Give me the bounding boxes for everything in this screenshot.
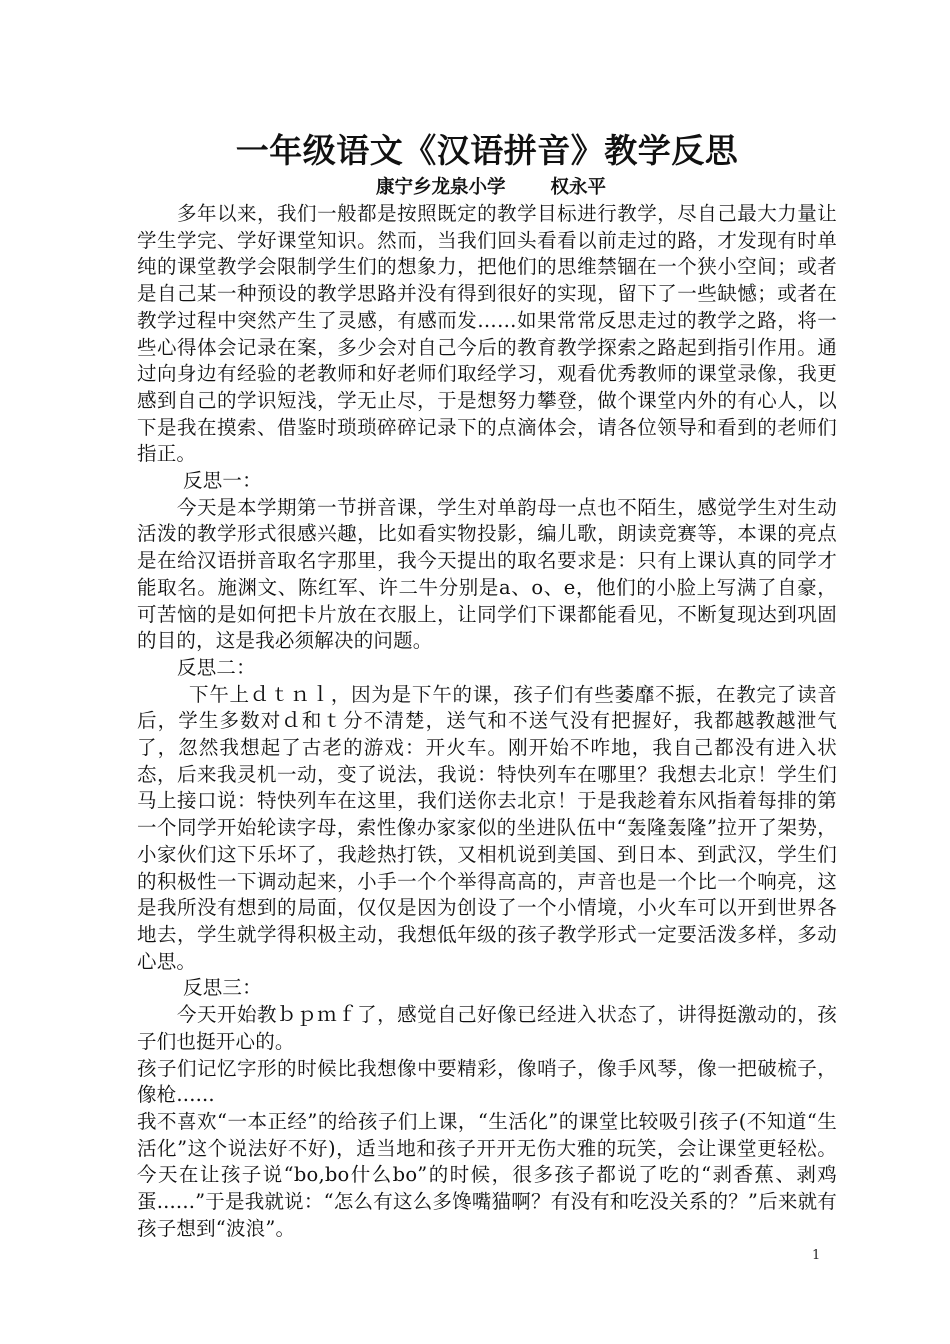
author-byline: 康宁乡龙泉小学 权永平: [375, 177, 607, 198]
reflection-1-paragraph: 今天是本学期第一节拼音课，学生对单韵母一点也不陌生，感觉学生对生动活泼的教学形式很感兴趣，比如看实物投影，编儿歌，朗读竞赛等，本课的亮点是在给汉语拼音取名字那里，我今天提出的取名要求是：只有上课认真的同学才能取名。施渊文、陈红军、许二牛分别是a、o、e，他们的小脸上写满了自豪，可苦恼的是如何把卡片放在衣服上，让同学们下课都能看见，不断复现达到巩固的目的，这是我必须解决的问题。: [137, 495, 837, 653]
reflection-3-paragraph-1: 今天开始教ｂｐｍｆ了，感觉自己好像已经进入状态了，讲得挺激动的，孩子们也挺开心的。: [137, 1003, 837, 1053]
section-heading-reflection-1: 反思一：: [183, 469, 262, 493]
document-title: 一年级语文《汉语拼音》教学反思: [235, 131, 739, 170]
reflection-3-paragraph-2: 孩子们记忆字形的时候比我想像中要精彩，像哨子，像手风琴，像一把破梳子，像枪......: [137, 1056, 837, 1107]
document-body: [137, 128, 837, 1242]
section-heading-reflection-2: 反思二：: [177, 655, 256, 679]
section-heading-reflection-3: 反思三：: [183, 976, 262, 1000]
page-number: 1: [812, 1248, 821, 1263]
reflection-2-paragraph: 下午上ｄｔｎｌ，因为是下午的课，孩子们有些萎靡不振，在教完了读音后，学生多数对ｄ和ｔ分不清楚，送气和不送气没有把握好，我都越教越泄气了，忽然我想起了古老的游戏：开火车。刚开始不咋地，我自己都没有进入状态，后来我灵机一动，变了说法，我说：特快列车在哪里？我想去北京！学生们马上接口说：特快列车在这里，我们送你去北京！于是我趁着东风指着每排的第一个同学开始轮读字母，索性像办家家似的坐进队伍中“轰隆轰隆”拉开了架势，小家伙们这下乐坏了，我趁热打铁，又相机说到美国、到日本、到武汉，学生们的积极性一下调动起来，小手一个个举得高高的，声音也是一个比一个响亮，这是我所没有想到的局面，仅仅是因为创设了一个小情境，小火车可以开到世界各地去，学生就学得积极主动，我想低年级的孩子教学形式一定要活泼多样，多动心思。: [137, 682, 837, 973]
intro-paragraph: 多年以来，我们一般都是按照既定的教学目标进行教学，尽自己最大力量让学生学完、学好课堂知识。然而，当我们回头看看以前走过的路，才发现有时单纯的课堂教学会限制学生们的想象力，把他们的思维禁锢在一个狭小空间；或者是自己某一种预设的教学思路并没有得到很好的实现，留下了一些缺憾；或者在教学过程中突然产生了灵感，有感而发……如果常常反思走过的教学之路，将一些心得体会记录在案，多少会对自己今后的教育教学探索之路起到指引作用。通过向身边有经验的老教师和好老师们取经学习，观看优秀教师的课堂录像，我更感到自己的学识短浅，学无止尽，于是想努力攀登，做个课堂内外的有心人，以下是我在摸索、借鉴时琐琐碎碎记录下的点滴体会，请各位领导和看到的老师们指正。: [137, 202, 837, 466]
reflection-3-paragraph-3: 我不喜欢“一本正经”的给孩子们上课，“生活化”的课堂比较吸引孩子(不知道“生活化”这个说法好不好)，适当地和孩子开开无伤大雅的玩笑，会让课堂更轻松。今天在让孩子说“bo,bo什么bo”的时候，很多孩子都说了吃的“剥香蕉、剥鸡蛋......”于是我就说：“怎么有这么多馋嘴猫啊？有没有和吃没关系的？”后来就有孩子想到“波浪”。: [137, 1109, 837, 1240]
